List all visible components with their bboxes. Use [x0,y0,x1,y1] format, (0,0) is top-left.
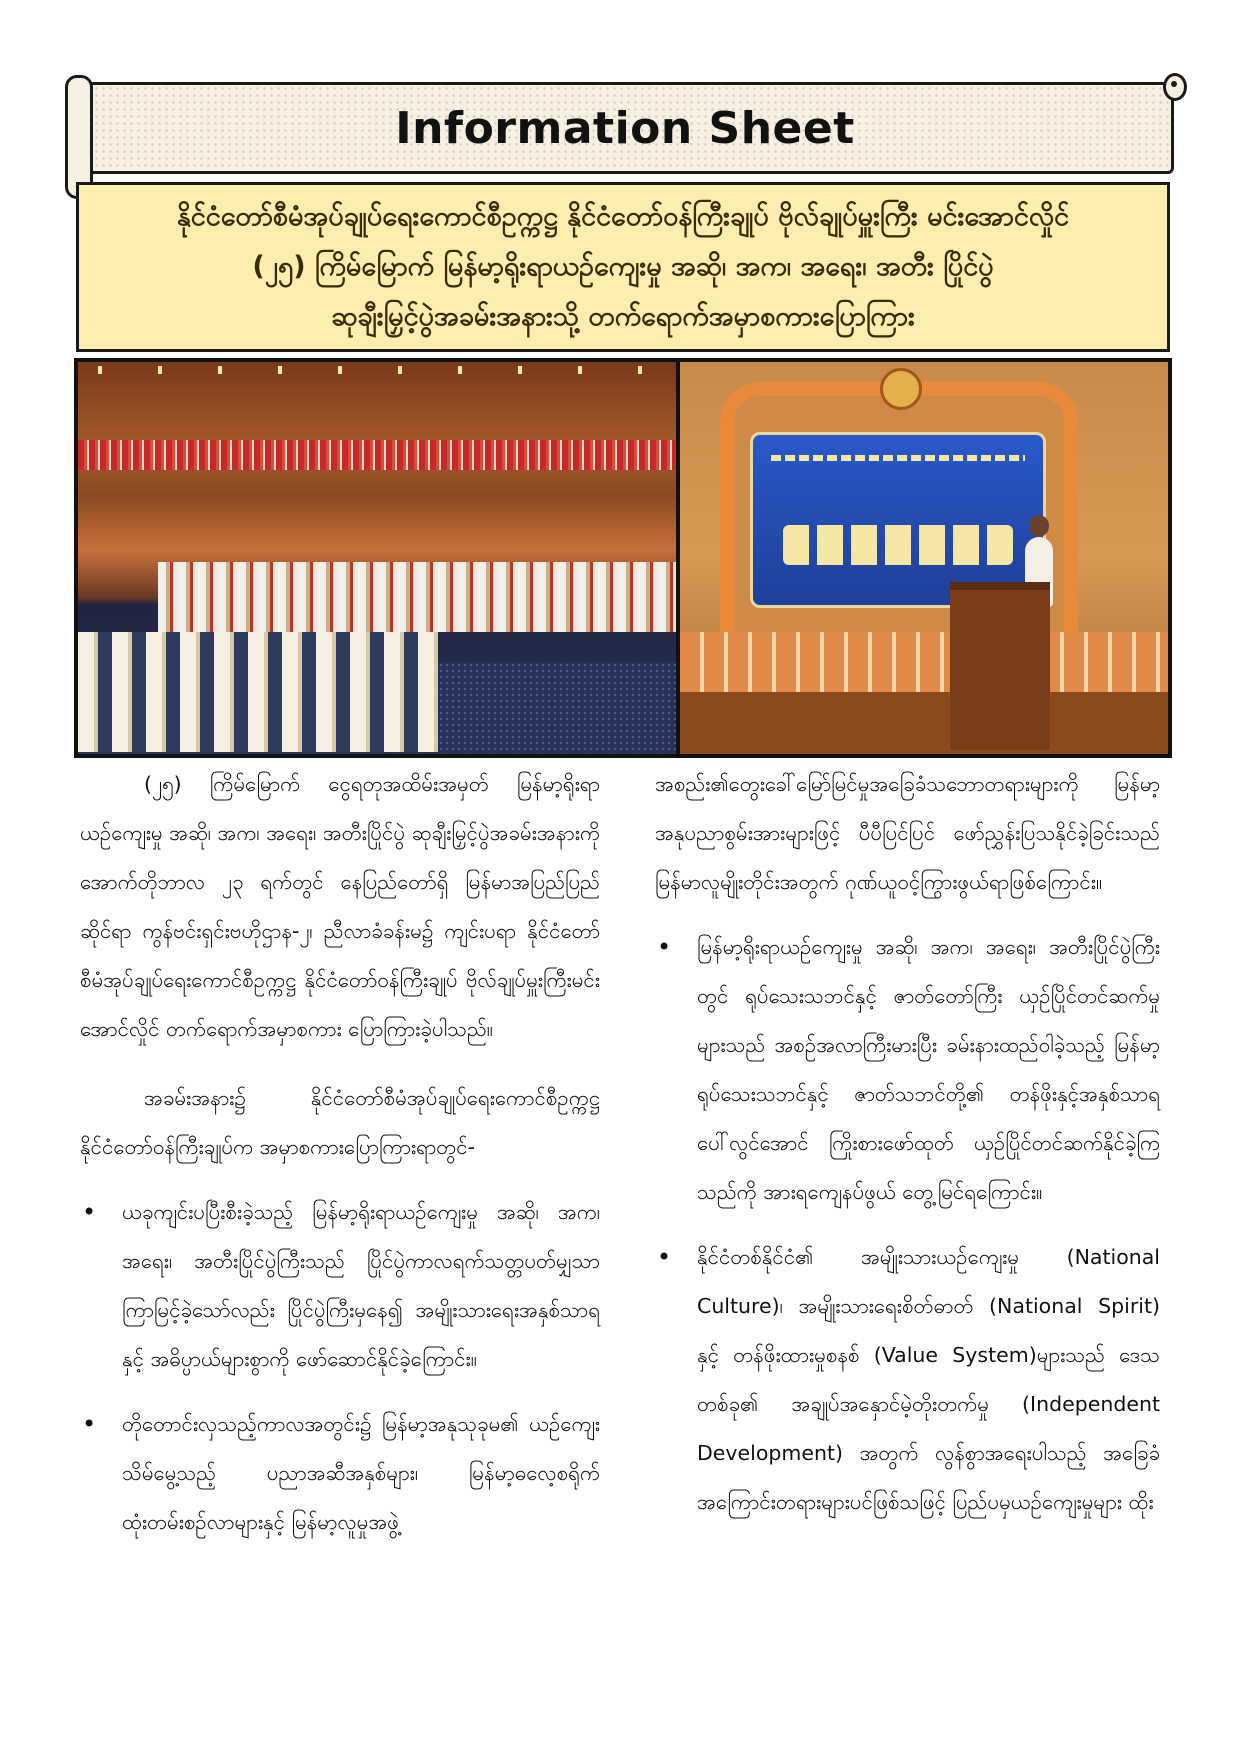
front-row-guests [78,632,438,752]
bullet-item: • တိုတောင်းလှသည့်ကာလအတွင်း၌ မြန်မာ့အနုသုခုမ၏ ယဉ်ကျေးသိမ်မွေ့သည့် ပညာအဆီအနှစ်များ၊ မြန်မာ့ဓလေ့စရိုက် ထုံးတမ်းစဉ်လာများနှင့် မြန်မာ့လူမှုအဖွဲ့ [80,1400,600,1547]
bullet-item: • ယခုကျင်းပပြီးစီးခဲ့သည့် မြန်မာ့ရိုးရာယဉ်ကျေးမှု အဆို၊ အက၊ အရေး၊ အတီးပြိုင်ပွဲကြီးသည် ပြိုင်ပွဲကာလရက်သတ္တပတ်မျှသာ ကြာမြင့်ခဲ့သော်လည်း ပြိုင်ပွဲကြီးမှနေ၍ အမျိုးသားရေးအနှစ်သာရနှင့် အဓိပ္ပာယ်များစွာကို ဖော်ဆောင်နိုင်ခဲ့ကြောင်း။ [80,1188,600,1384]
headline-line-2: (၂၅) ကြိမ်မြောက် မြန်မာ့ရိုးရာယဉ်ကျေးမှု အဆို၊ အက၊ အရေး၊ အတီး ပြိုင်ပွဲ [252,251,994,282]
bullet-item: • မြန်မာ့ရိုးရာယဉ်ကျေးမှု အဆို၊ အက၊ အရေး၊ အတီးပြိုင်ပွဲကြီးတွင် ရုပ်သေးသဘင်နှင့် ဇာတ်တော်ကြီး ယှဉ်ပြိုင်တင်ဆက်မှုများသည် အစဉ်အလာကြီးမားပြီး ခမ်းနားထည်ဝါခဲ့သည့် မြန်မာ့ရုပ်သေးသဘင်နှင့် ဇာတ်သဘင်တို့၏ တန်ဖိုးနှင့်အနှစ်သာရပေါ်လွင်အောင် ကြိုးစားဖော်ထုတ် ယှဉ်ပြိုင်တင်ဆက်နိုင်ခဲ့ကြသည်ကို အားရကျေနပ်ဖွယ် တွေ့မြင်ရကြောင်း။ [655,923,1160,1217]
banner-title: Information Sheet [395,103,855,154]
stage-floor [680,692,1168,754]
body-paragraph: အခမ်းအနား၌ နိုင်ငံတော်စီမံအုပ်ချုပ်ရေးကောင်စီဥက္ကဋ္ဌ နိုင်ငံတော်ဝန်ကြီးချုပ်က အမှာစကားပြောကြားရာတွင်- [80,1086,600,1159]
emblem-icon [880,368,922,410]
photo-speaker-stage [680,362,1168,754]
body-column-right [655,760,1160,1527]
body-paragraph: (၂၅) ကြိမ်မြောက် ငွေရတုအထိမ်းအမှတ် မြန်မာ့ရိုးရာယဉ်ကျေးမှု အဆို၊ အက၊ အရေး၊ အတီးပြိုင်ပွဲ ဆုချီးမြှင့်ပွဲအခမ်းအနားကို အောက်တိုဘာလ ၂၃ ရက်တွင် နေပြည်တော်ရှိ မြန်မာအပြည်ပြည်ဆိုင်ရာ ကွန်ဗင်းရှင်းဗဟိုဌာန-၂၊ ညီလာခံခန်းမ၌ ကျင်းပရာ နိုင်ငံတော်စီမံအုပ်ချုပ်ရေးကောင်စီဥက္ကဋ္ဌ နိုင်ငံတော်ဝန်ကြီးချုပ် ဗိုလ်ချုပ်မှူးကြီးမင်းအောင်လှိုင် တက်ရောက်အမှာစကား ပြောကြားခဲ့ပါသည်။ [80,772,600,1041]
photo-strip [74,358,1172,758]
balcony-audience [78,440,676,470]
stage-front [680,632,1168,692]
photo-ceremony-hall [78,362,676,754]
headline-box [76,182,1170,352]
seated-audience [158,562,676,632]
headline-line-3: ဆုချီးမြှင့်ပွဲအခမ်းအနားသို့ တက်ရောက်အမှာစကားပြောကြား [331,301,915,332]
scroll-curl-right-icon [1163,73,1187,101]
body-column-left [80,760,600,1547]
headline-line-1: နိုင်ငံတော်စီမံအုပ်ချုပ်ရေးကောင်စီဥက္ကဋ္ဌ နိုင်ငံတော်ဝန်ကြီးချုပ် ဗိုလ်ချုပ်မှူးကြီး မင်းအောင်လှိုင် [176,201,1070,232]
body-paragraph: အစည်း၏တွေးခေါ်မြော်မြင်မှုအခြေခံသဘောတရားများကို မြန်မာ့အနုပညာစွမ်းအားများဖြင့် ပီပီပြင်ပြင် ဖော်ညွှန်းပြသနိုင်ခဲ့ခြင်းသည် မြန်မာလူမျိုးတိုင်းအတွက် ဂုဏ်ယူဝင့်ကြွားဖွယ်ရာဖြစ်ကြောင်း။ [655,772,1160,894]
podium [950,582,1050,750]
ceiling-lights [98,366,656,374]
information-sheet-banner [76,82,1174,174]
bullet-item: • နိုင်ငံတစ်နိုင်ငံ၏ အမျိုးသားယဉ်ကျေးမှု (National Culture)၊ အမျိုးသားရေးစိတ်ဓာတ် (National Spirit) နှင့် တန်ဖိုးထားမှုစနစ် (Value System)များသည် ဒေသတစ်ခု၏ အချုပ်အနှောင်မဲ့တိုးတက်မှု (Independent Development) အတွက် လွန်စွာအရေးပါသည့် အခြေခံအကြောင်းတရားများပင်ဖြစ်သဖြင့် ပြည်ပမှယဉ်ကျေးမှုများ ထိုး [655,1233,1160,1527]
